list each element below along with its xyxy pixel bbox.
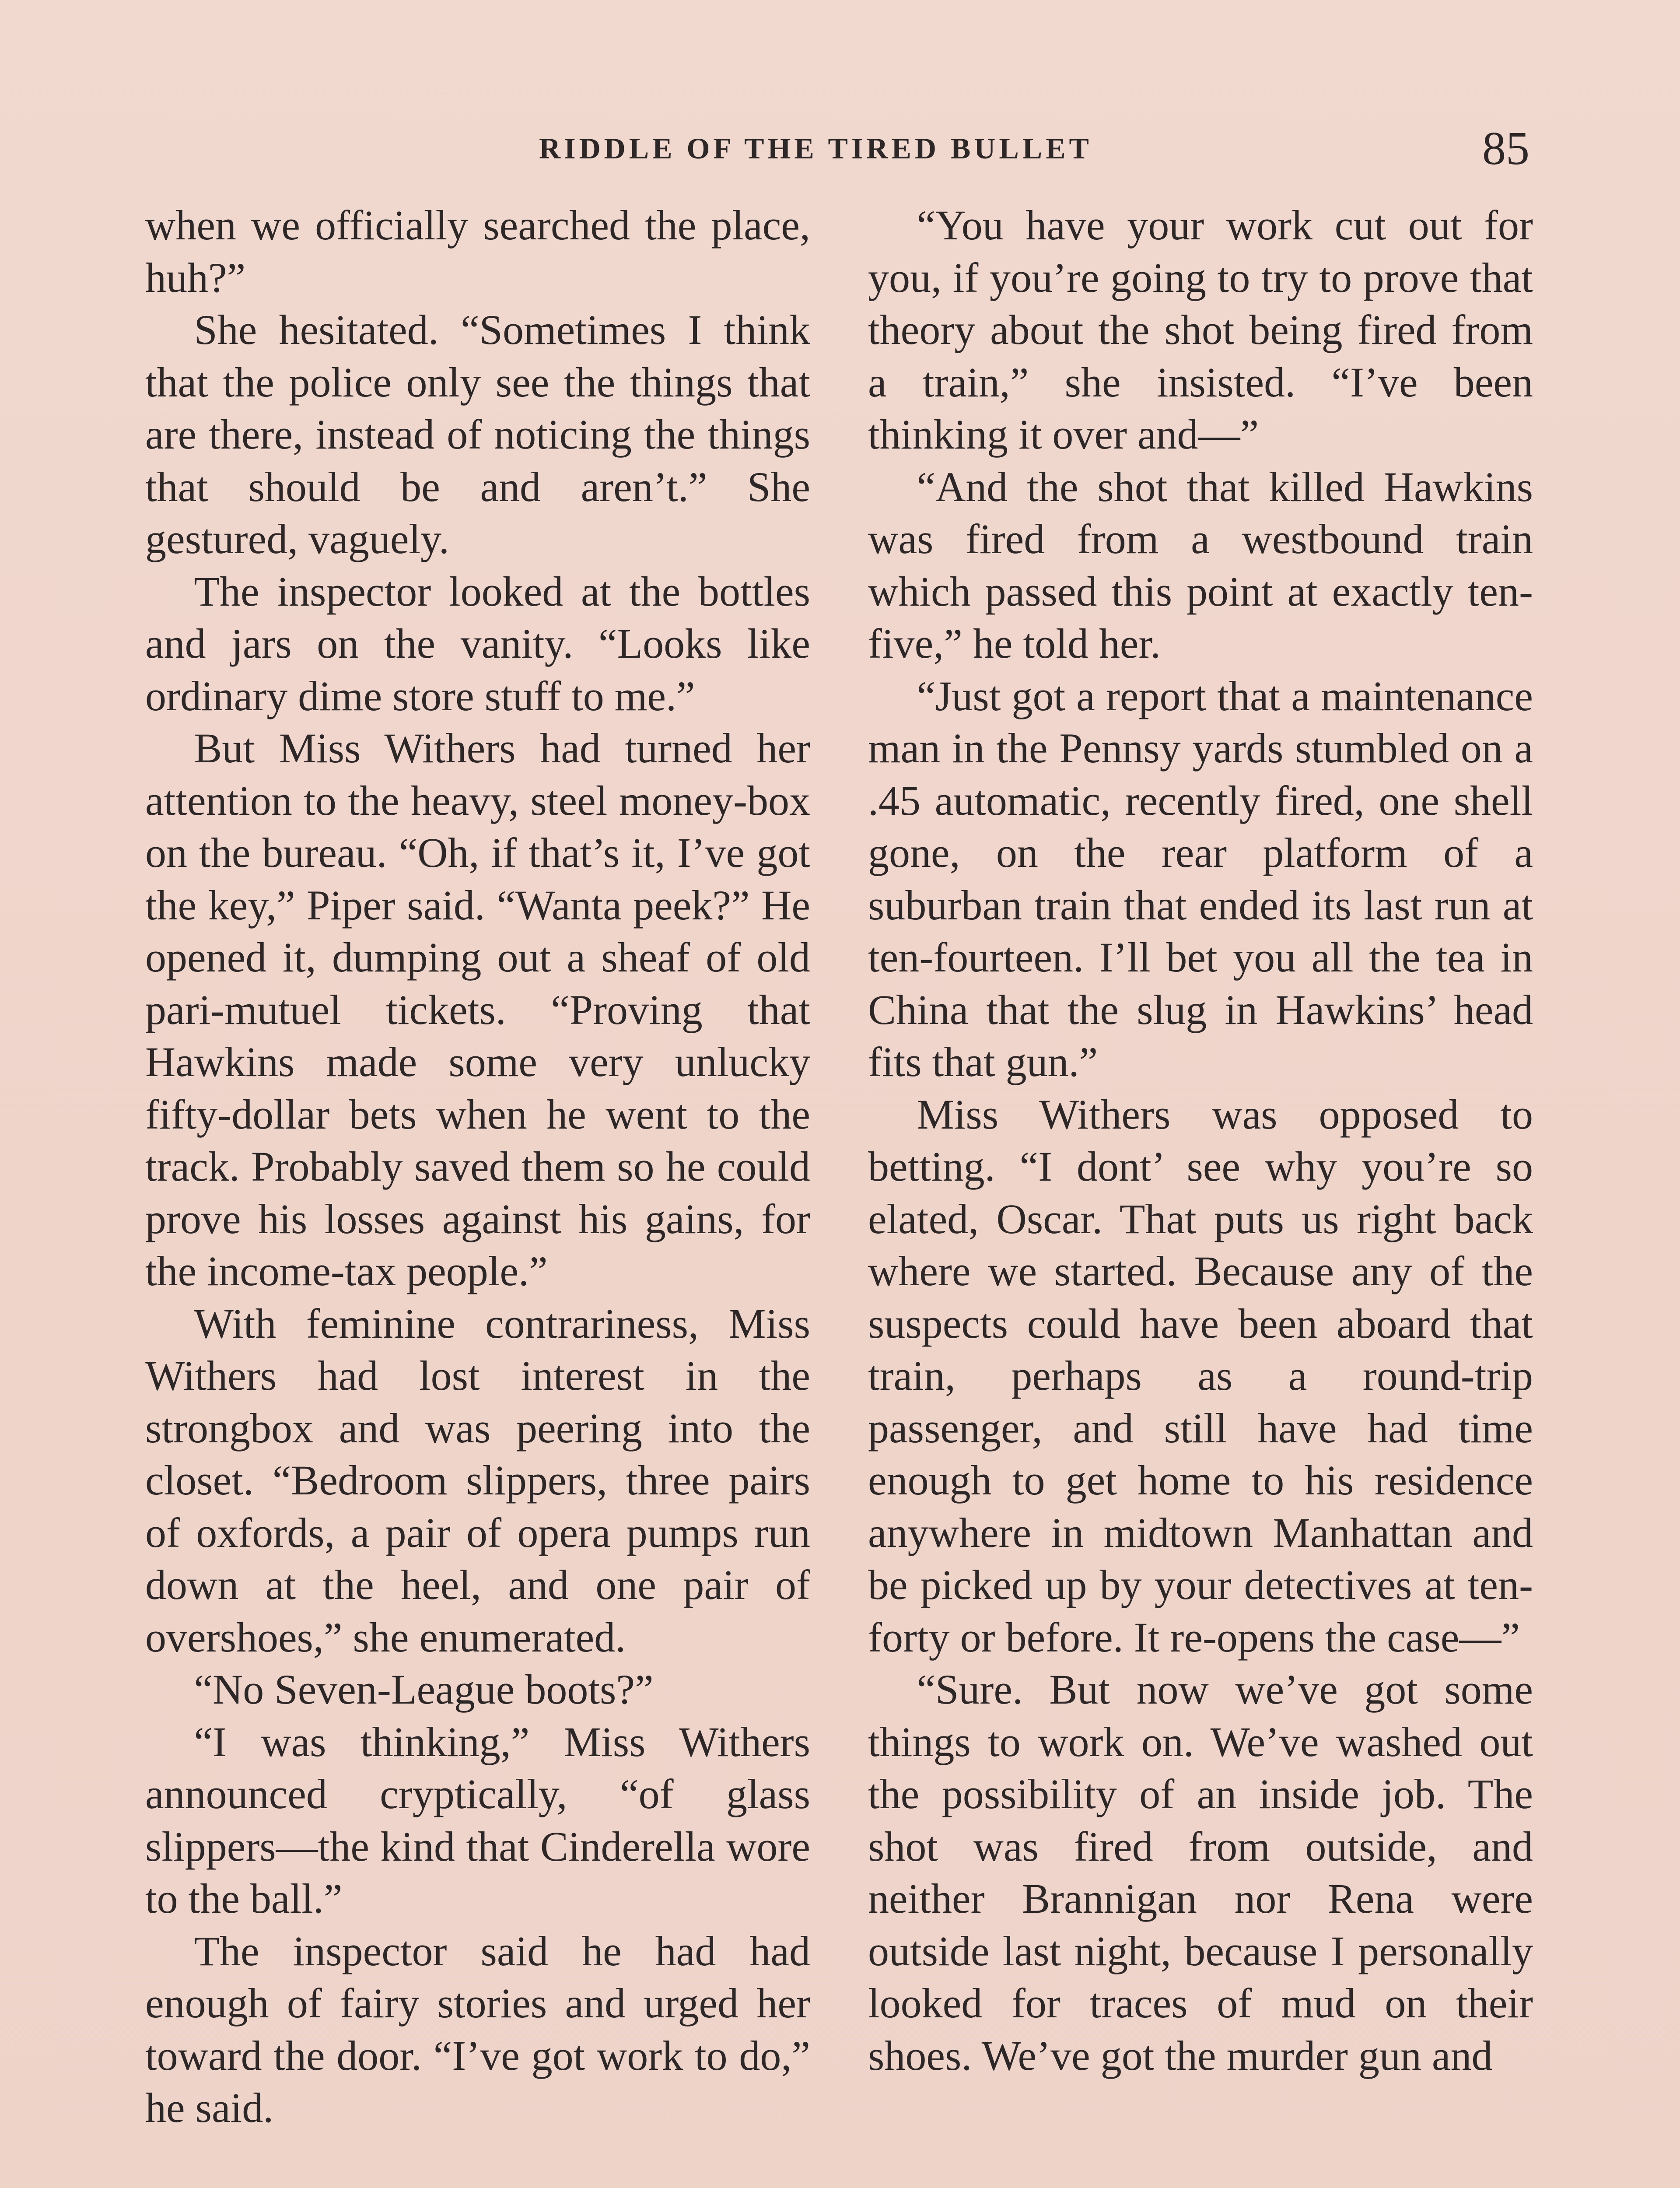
paragraph: when we officially searched the place, huh?” bbox=[145, 202, 810, 301]
paragraph: “Just got a report that a maintenance man in the Pennsy yards stumbled on a .45 automatic, recently fired, one shell gone, on the rear platform of a suburban train that ended its last run at ten-fourteen. I’ll bet you all the tea in China that the slug in Hawkins’ head fits that gun.” bbox=[868, 672, 1533, 1085]
page-number: 85 bbox=[1482, 123, 1530, 175]
paragraph: The inspector looked at the bottles and jars on the vanity. “Looks like ordinary dime store stuff to me.” bbox=[145, 568, 810, 719]
paragraph: “And the shot that killed Hawkins was fired from a westbound train which passed this point at exactly ten-five,” he told her. bbox=[868, 463, 1533, 667]
paragraph: The inspector said he had had enough of fairy stories and urged her toward the door. “I’ve got work to do,” he said. bbox=[145, 1927, 810, 2131]
running-title: RIDDLE OF THE TIRED BULLET bbox=[539, 132, 1092, 165]
paragraph: Miss Withers was opposed to betting. “I dont’ see why you’re so elated, Oscar. That puts us right back where we started. Because any of the suspects could have been aboard that train, perhaps as a round-trip passenger, and still have had time enough to get home to his residence anywhere in midtown Manhattan and be picked up by your detectives at ten-forty or before. It re-opens the case—” bbox=[868, 1090, 1533, 1661]
paragraph: “No Seven-League boots?” bbox=[194, 1666, 654, 1713]
paragraph: “I was thinking,” Miss Withers announced cryptically, “of glass slippers—the kind that Cinderella wore to the ball.” bbox=[145, 1718, 810, 1922]
paragraph: “You have your work cut out for you, if you’re going to try to prove that theory about the shot being fired from a train,” she insisted. “I’ve been thinking it over and—” bbox=[868, 202, 1533, 458]
right-column bbox=[868, 199, 1533, 2082]
paragraph: But Miss Withers had turned her attention to the heavy, steel money-box on the bureau. “Oh, if that’s it, I’ve got the key,” Piper said. “Wanta peek?” He opened it, dumping out a sheaf of old pari-mutuel tickets. “Proving that Hawkins made some very unlucky fifty-dollar bets when he went to the track. Probably saved them so he could prove his losses against his gains, for the income-tax people.” bbox=[145, 725, 810, 1294]
left-column bbox=[145, 199, 810, 2134]
paragraph: “Sure. But now we’ve got some things to work on. We’ve washed out the possibility of an inside job. The shot was fired from outside, and neither Brannigan nor Rena were outside last night, because I personally looked for traces of mud on their shoes. We’ve got the murder gun and bbox=[868, 1666, 1533, 2079]
paragraph: With feminine contrariness, Miss Withers had lost interest in the strongbox and was peering into the closet. “Bedroom slippers, three pairs of oxfords, a pair of opera pumps run down at the heel, and one pair of overshoes,” she enumerated. bbox=[145, 1300, 810, 1661]
paragraph: She hesitated. “Sometimes I think that the police only see the things that are there, instead of noticing the things that should be and aren’t.” She gestured, vaguely. bbox=[145, 306, 810, 562]
